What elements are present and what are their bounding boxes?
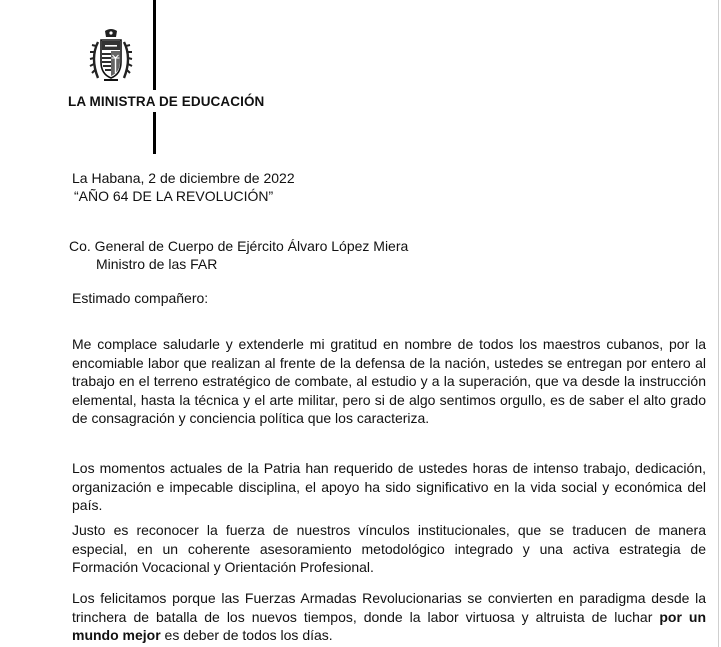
paragraph-4-text-end: es deber de todos los días.	[160, 627, 333, 643]
paragraph-4-emphasis: por un mundo mejor	[72, 608, 707, 643]
body-paragraph-1: Me complace saludarle y extenderle mi gratitud en nombre de todos los maestros cubanos, por la encomiable labor que realizan al frente de la defensa de la nación, ustedes se entregan por entero al trabajo en el terreno estratégico de combate, al estudio y a la superación, que va desde la instrucción elemental, hasta la técnica y el arte militar, pero si de algo sentimos orgullo, es de saber el alto grado de consagración y conciencia política que los caracteriza.	[72, 336, 706, 426]
place-date: La Habana, 2 de diciembre de 2022	[72, 170, 295, 186]
body-paragraph-4	[72, 589, 706, 645]
year-motto: “AÑO 64 DE LA REVOLUCIÓN”	[74, 188, 274, 204]
ministry-title: LA MINISTRA DE EDUCACIÓN	[68, 94, 265, 109]
body-paragraph-2: Los momentos actuales de la Patria han requerido de ustedes horas de intenso trabajo, dedicación, organización e impecable disciplina, el apoyo ha sido significativo en la vida social y económica del país.	[72, 460, 706, 513]
page-edge	[718, 0, 719, 647]
salutation: Estimado compañero:	[72, 290, 209, 306]
body-paragraph-3: Justo es reconocer la fuerza de nuestros vínculos institucionales, que se traducen de manera especial, en un coherente asesoramiento metodológico integrado y una activa estrategia de Formación Vocacional y Orientación Profesional.	[72, 522, 706, 575]
coat-of-arms-seal-icon	[88, 28, 134, 86]
recipient-name: Co. General de Cuerpo de Ejército Álvaro López Miera	[69, 238, 409, 254]
paragraph-4-text-start: Los felicitamos porque las Fuerzas Armadas Revolucionarias se convierten en paradigma desde la trinchera de batalla de los nuevos tiempos, donde la labor virtuosa y altruista de luchar	[72, 590, 706, 625]
recipient-title: Ministro de las FAR	[96, 256, 218, 272]
letterhead-divider-bottom	[153, 112, 156, 154]
letterhead-divider-top	[153, 0, 156, 90]
